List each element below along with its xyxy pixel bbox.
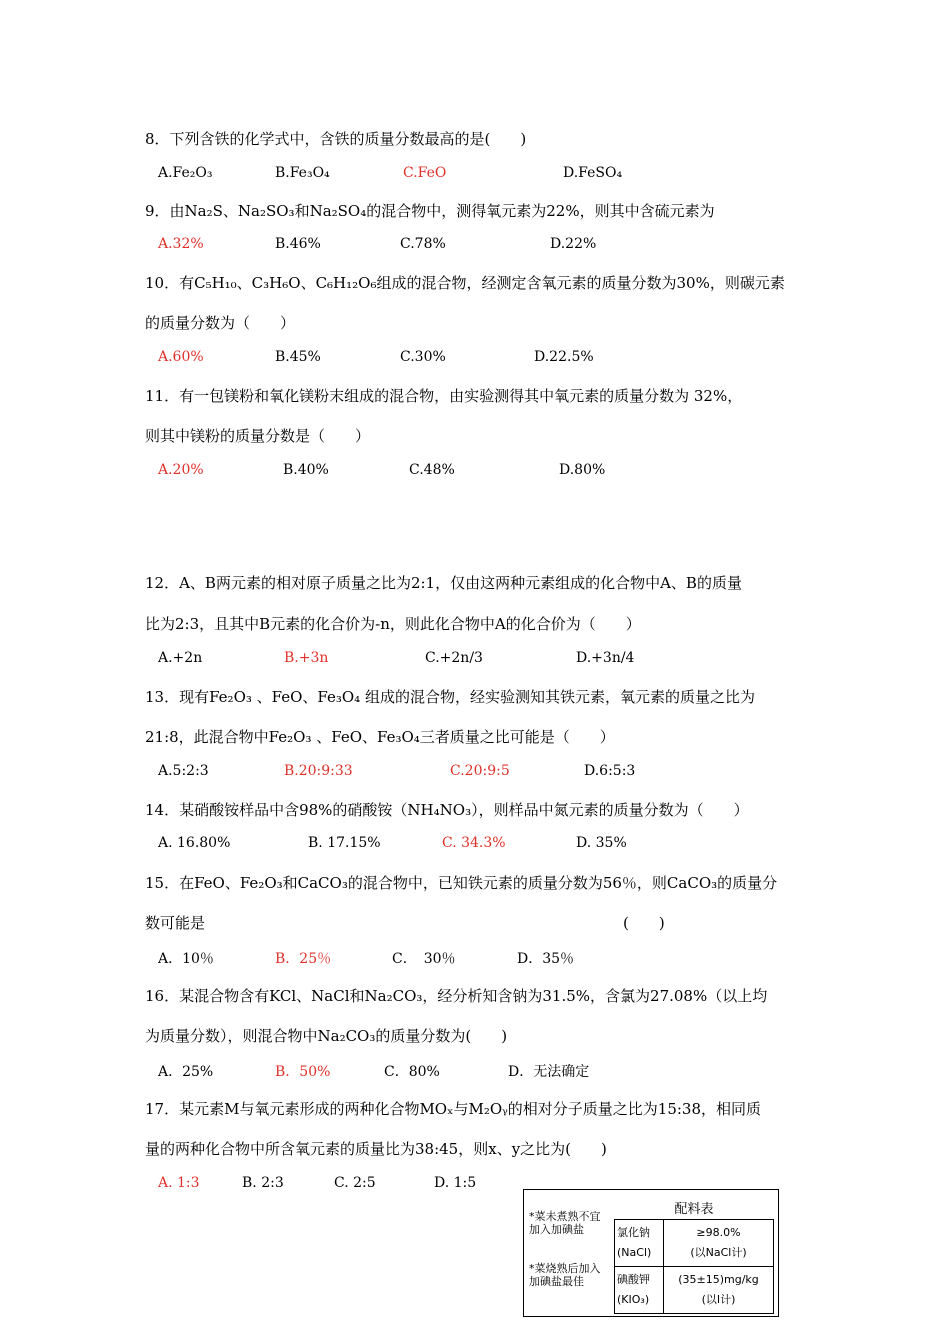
option-d: D.80% [559, 462, 606, 478]
option-c-answer: C.FeO [403, 165, 447, 181]
ingredient-basis: (以NaCl计) [690, 1246, 747, 1259]
ingredient-name: 氯化钠 [617, 1226, 650, 1239]
ingredient-formula: (NaCl) [617, 1246, 652, 1259]
option-b-answer: B.+3n [284, 650, 329, 666]
question-17-line-1: 17．某元素M与氧元素形成的两种化合物MOₓ与M₂Oᵧ的相对分子质量之比为15:38，相同质 [145, 1100, 762, 1118]
table-cell [615, 1267, 664, 1314]
option-c: C． 30％ [392, 951, 456, 967]
question-8: 8．下列含铁的化学式中，含铁的质量分数最高的是( ) [145, 130, 527, 148]
ingredient-amount: ≥98.0% [696, 1226, 741, 1239]
table-cell [615, 1220, 664, 1267]
option-a-answer: A. 1:3 [158, 1175, 200, 1191]
label-note-2: *菜烧熟后加入加碘盐最佳 [529, 1262, 601, 1288]
option-b-answer: B．25％ [275, 951, 332, 967]
ingredient-formula: (KIO₃) [617, 1293, 650, 1306]
option-c: C．80% [384, 1064, 440, 1080]
ingredient-table [614, 1219, 774, 1314]
option-a: A.Fe₂O₃ [158, 165, 213, 181]
option-c: C.+2n/3 [425, 650, 483, 666]
option-b: B.46% [275, 236, 321, 252]
option-b-answer: B.20:9:33 [284, 763, 353, 779]
option-d: D.FeSO₄ [563, 165, 623, 181]
table-cell [664, 1267, 774, 1314]
option-b: B. 17.15% [308, 835, 381, 851]
option-d: D. 1:5 [434, 1175, 477, 1191]
question-16-line-1: 16．某混合物含有KCl、NaCl和Na₂CO₃，经分析知含钠为31.5%，含氯为27.08%（以上均 [145, 987, 768, 1005]
option-a: A．10％ [158, 951, 214, 967]
option-d: D．35％ [517, 951, 575, 967]
label-note-1: *菜未煮熟不宜加入加碘盐 [529, 1210, 601, 1236]
option-d: D.+3n/4 [576, 650, 635, 666]
ingredient-name: 碘酸钾 [617, 1273, 650, 1286]
option-c: C. 2:5 [334, 1175, 376, 1191]
question-17-line-2: 量的两种化合物中所含氧元素的质量比为38:45，则x、y之比为( ) [145, 1140, 607, 1158]
question-14: 14．某硝酸铵样品中含98%的硝酸铵（NH₄NO₃），则样品中氮元素的质量分数为（ ） [145, 801, 749, 819]
option-c: C.48% [409, 462, 455, 478]
question-12-line-2: 比为2:3，且其中B元素的化合价为-n，则此化合物中A的化合价为（ ） [145, 615, 641, 633]
option-d: D.6:5:3 [584, 763, 636, 779]
question-16-line-2: 为质量分数），则混合物中Na₂CO₃的质量分数为( ) [145, 1027, 508, 1045]
option-d: D.22.5% [534, 349, 594, 365]
ingredient-amount: (35±15)mg/kg [678, 1273, 759, 1286]
option-d: D．无法确定 [508, 1064, 590, 1080]
question-15-line-2: 数可能是 [145, 914, 206, 932]
option-c: C.78% [400, 236, 446, 252]
label-title: 配料表 [674, 1202, 714, 1217]
option-a: A.5:2:3 [158, 763, 209, 779]
option-b: B.40% [283, 462, 329, 478]
question-11-line-1: 11．有一包镁粉和氧化镁粉末组成的混合物，由实验测得其中氧元素的质量分数为 32%， [145, 387, 743, 405]
question-10-line-2: 的质量分数为（ ） [145, 314, 296, 332]
question-11-line-2: 则其中镁粉的质量分数是（ ） [145, 427, 371, 445]
option-b: B.Fe₃O₄ [275, 165, 330, 181]
ingredient-basis: (以I计) [701, 1293, 736, 1306]
option-a-answer: A.60% [158, 349, 204, 365]
option-c-answer: C. 34.3% [442, 835, 506, 851]
option-c: C.30% [400, 349, 446, 365]
option-b: B.45% [275, 349, 321, 365]
table-row [615, 1267, 774, 1314]
option-a: A.+2n [158, 650, 203, 666]
table-cell [664, 1220, 774, 1267]
salt-label-figure [523, 1189, 779, 1317]
question-9: 9．由Na₂S、Na₂SO₃和Na₂SO₄的混合物中，测得氧元素为22%，则其中含硫元素为 [145, 202, 715, 220]
option-b-answer: B．50% [275, 1064, 331, 1080]
option-a: A. 16.80% [158, 835, 231, 851]
option-b: B. 2:3 [242, 1175, 284, 1191]
table-row [615, 1220, 774, 1267]
question-15-answer-paren: ( ) [623, 914, 665, 932]
question-15-line-1: 15．在FeO、Fe₂O₃和CaCO₃的混合物中，已知铁元素的质量分数为56％，则CaCO₃的质量分 [145, 874, 778, 892]
question-13-line-1: 13．现有Fe₂O₃ 、FeO、Fe₃O₄ 组成的混合物，经实验测知其铁元素，氧元素的质量之比为 [145, 688, 755, 706]
option-d: D.22% [550, 236, 597, 252]
question-13-line-2: 21:8，此混合物中Fe₂O₃ 、FeO、Fe₃O₄三者质量之比可能是（ ） [145, 728, 615, 746]
option-d: D. 35% [576, 835, 627, 851]
option-c-answer: C.20:9:5 [450, 763, 510, 779]
question-10-line-1: 10．有C₅H₁₀、C₃H₆O、C₆H₁₂O₆组成的混合物，经测定含氧元素的质量分数为30%，则碳元素 [145, 274, 785, 292]
option-a-answer: A.20% [158, 462, 204, 478]
option-a: A．25% [158, 1064, 214, 1080]
option-a-answer: A.32% [158, 236, 204, 252]
question-12-line-1: 12．A、B两元素的相对原子质量之比为2:1，仅由这两种元素组成的化合物中A、B的质量 [145, 574, 742, 592]
